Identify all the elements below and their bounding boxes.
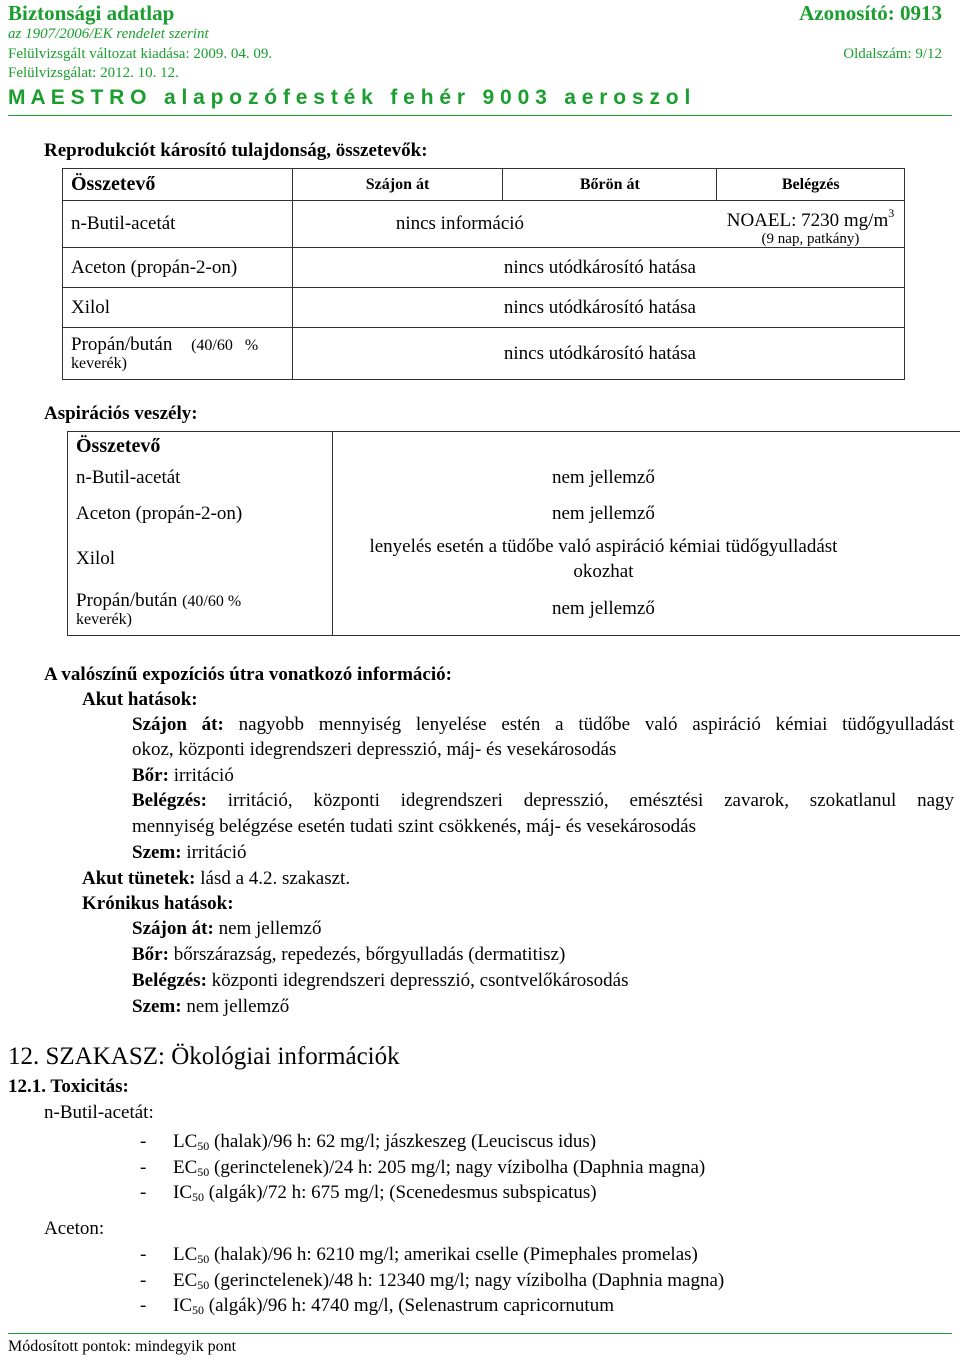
tox-text: (algák)/72 h: 675 mg/l; (Scenedesmus subspicatus): [204, 1182, 597, 1203]
repro-row3-value: [292, 288, 904, 328]
repro-row2-value: [292, 248, 904, 288]
aspiration-row: [68, 584, 960, 636]
component-name-detail: (40/60 %: [182, 592, 242, 610]
repro-row2-name: [63, 248, 293, 288]
route-text: nagyobb mennyiség lenyelése estén a tüdőbe való aspiráció kémiai tüdőgyulladást: [238, 714, 955, 735]
col-component-label: Összetevő: [71, 173, 156, 195]
aspiration-value: nem jellemző: [551, 466, 655, 488]
component-name: Xilol: [71, 296, 111, 318]
repro-row1-name: [63, 201, 293, 248]
aspiration-heading: Aspirációs veszély:: [44, 403, 198, 424]
component-name-detail: (40/60 %: [191, 337, 259, 354]
aspiration-row3-value: [332, 534, 960, 584]
tox-measure-sub: 50: [197, 1277, 210, 1292]
route-text: bőrszárazság, repedezés, bőrgyulladás (dermatitisz): [173, 944, 566, 965]
component-name: Xilol: [76, 547, 116, 569]
repro-table: [62, 168, 905, 380]
component-name: Propán/bután: [71, 334, 173, 355]
page-number: Oldalszám: 9/12: [843, 46, 942, 62]
aspiration-row4-value: [332, 584, 960, 636]
butyl-tox-list: [140, 1131, 705, 1208]
aspiration-row3-name: [68, 534, 333, 584]
tox-text: (algák)/96 h: 4740 mg/l, (Selenastrum capricornutum: [204, 1295, 614, 1316]
acute-symptoms: [82, 868, 350, 890]
tox-text: (halak)/96 h: 6210 mg/l; amerikai cselle (Pimephales promelas): [209, 1244, 698, 1265]
tox-measure: LC: [173, 1131, 198, 1152]
tox-item: [140, 1131, 705, 1157]
tox-item: [140, 1295, 724, 1321]
chronic-skin: [132, 944, 565, 966]
noael-value: NOAEL: 7230 mg/m: [726, 210, 889, 231]
component-name: Aceton (propán-2-on): [76, 502, 243, 524]
tox-measure: IC: [173, 1295, 192, 1316]
route-text: nem jellemző: [218, 918, 322, 939]
repro-value: nincs utódkárosító hatása: [503, 342, 696, 364]
section-12-1-title: 12.1. Toxicitás:: [8, 1076, 129, 1097]
tox-text: (gerinctelenek)/24 h: 205 mg/l; nagy vízibolha (Daphnia magna): [209, 1156, 706, 1178]
route-label: Bőr:: [132, 944, 169, 965]
col-skin-label: Bőrön át: [579, 175, 640, 193]
revision-issue: Felülvizsgált változat kiadása: 2009. 04. 09.: [8, 46, 273, 62]
repro-col-inhal: [717, 169, 905, 201]
route-label: Szájon át:: [132, 918, 214, 939]
acute-eye: [132, 842, 246, 864]
bullet-dash: -: [140, 1269, 147, 1291]
aspiration-row2-value: [332, 494, 960, 534]
acute-heading: Akut hatások:: [82, 689, 198, 710]
route-label: Szájon át:: [132, 714, 224, 735]
aspiration-row1-value: [332, 462, 960, 494]
footer-divider: [8, 1333, 952, 1334]
bullet-dash: -: [140, 1244, 147, 1265]
route-label: Belégzés:: [132, 970, 207, 991]
bullet-dash: -: [140, 1156, 147, 1178]
header-divider: [8, 115, 952, 116]
repro-row: [63, 248, 905, 288]
tox-measure: EC: [173, 1269, 198, 1291]
route-text: központi idegrendszeri depresszió, csontvelőkárosodás: [211, 970, 629, 991]
chronic-heading: Krónikus hatások:: [82, 893, 234, 914]
repro-row: [63, 201, 905, 248]
col-oral-label: Szájon át: [365, 175, 430, 193]
aspiration-value: lenyelés esetén a tüdőbe való aspiráció kémiai tüdőgyulladást: [369, 535, 838, 557]
aspiration-value-cont: okozhat: [573, 560, 634, 582]
noael-note: (9 nap, patkány): [761, 231, 860, 247]
component-name: n-Butil-acetát: [76, 466, 181, 488]
aceton-label: Aceton:: [44, 1218, 105, 1239]
aspiration-col-component: [68, 432, 333, 462]
acute-oral-cont: okoz, központi idegrendszeri depresszió, máj- és vesekárosodás: [132, 739, 617, 760]
component-name-detail: keverék): [71, 355, 127, 372]
section-12-title: 12. SZAKASZ: Ökológiai információk: [8, 1043, 400, 1070]
col-inhal-label: Belégzés: [781, 175, 840, 193]
tox-item: [140, 1244, 724, 1270]
aspiration-row: [68, 494, 960, 534]
aspiration-col-value: [332, 432, 960, 462]
doc-title: Biztonsági adatlap: [8, 1, 175, 25]
tox-text: (gerinctelenek)/48 h: 12340 mg/l; nagy vízibolha (Daphnia magna): [209, 1269, 725, 1291]
aspiration-value: nem jellemző: [551, 502, 655, 524]
tox-item: [140, 1157, 705, 1183]
aspiration-row: [68, 534, 960, 584]
review-date: Felülvizsgálat: 2012. 10. 12.: [8, 65, 179, 81]
repro-row3-name: [63, 288, 293, 328]
tox-measure-sub: 50: [197, 1164, 210, 1179]
bullet-dash: -: [140, 1295, 147, 1316]
component-name-detail: keverék): [76, 610, 132, 628]
aspiration-table: [67, 431, 960, 636]
repro-col-skin: [503, 169, 717, 201]
acute-inhal: [132, 790, 954, 812]
col-component-label: Összetevő: [76, 435, 161, 458]
tox-measure-sub: 50: [197, 1252, 210, 1266]
route-text: irritáció, központi idegrendszeri depresszió, emésztési zavarok, szokatlanul nagy: [227, 790, 954, 811]
butyl-label: n-Butil-acetát:: [44, 1102, 154, 1123]
product-name: M A E S T R O a l a p o z ó f e s t é k f e h é r 9 0 0 3 a e r o s z o l: [8, 86, 691, 109]
component-name: n-Butil-acetát: [71, 213, 176, 234]
tox-measure-sub: 50: [197, 1139, 210, 1153]
noael-unit-exponent: 3: [888, 206, 895, 220]
aceton-tox-list: [140, 1244, 724, 1321]
repro-row: [63, 288, 905, 328]
doc-identifier: Azonosító: 0913: [799, 1, 942, 25]
tox-measure: LC: [173, 1244, 198, 1265]
aspiration-header-row: [68, 432, 960, 462]
aspiration-row2-name: [68, 494, 333, 534]
route-label: Bőr:: [132, 765, 169, 786]
tox-item: [140, 1270, 724, 1296]
route-text: nem jellemző: [186, 996, 290, 1017]
chronic-eye: [132, 996, 289, 1018]
tox-measure: EC: [173, 1156, 198, 1178]
repro-value: nincs utódkárosító hatása: [503, 256, 696, 278]
aspiration-value: nem jellemző: [551, 598, 655, 620]
exposure-heading: A valószínű expozíciós útra vonatkozó információ:: [44, 664, 452, 685]
acute-inhal-cont: mennyiség belégzése esetén tudati szint csökkenés, máj- és vesekárosodás: [132, 816, 697, 837]
aspiration-row4-name: [68, 584, 333, 636]
repro-value: nincs információ: [395, 213, 525, 234]
tox-measure-sub: 50: [192, 1190, 204, 1204]
tox-measure: IC: [173, 1182, 192, 1203]
component-name: Propán/bután: [76, 589, 178, 611]
repro-header-row: [63, 169, 905, 201]
tox-measure-sub: 50: [192, 1303, 204, 1317]
tox-text: (halak)/96 h: 62 mg/l; jászkeszeg (Leuciscus idus): [209, 1131, 597, 1152]
repro-col-oral: [292, 169, 502, 201]
repro-row1-value: [292, 201, 717, 248]
repro-heading: Reprodukciót károsító tulajdonság, összetevők:: [44, 140, 428, 161]
route-text: irritáció: [173, 765, 234, 786]
bullet-dash: -: [140, 1131, 147, 1152]
repro-row4-value: [292, 328, 904, 380]
acute-oral: [132, 714, 954, 736]
footer-modified: Módosított pontok: mindegyik pont: [8, 1338, 237, 1355]
symptoms-text: lásd a 4.2. szakaszt.: [200, 868, 351, 889]
tox-item: [140, 1182, 705, 1208]
repro-row: [63, 328, 905, 380]
component-name: Aceton (propán-2-on): [71, 256, 238, 278]
repro-row1-noael: [717, 201, 905, 248]
chronic-inhal: [132, 970, 628, 992]
chronic-oral: [132, 918, 321, 940]
repro-row4-name: [63, 328, 293, 380]
symptoms-label: Akut tünetek:: [82, 868, 196, 889]
repro-value: nincs utódkárosító hatása: [503, 296, 696, 318]
route-label: Belégzés:: [132, 790, 207, 811]
aspiration-row1-name: [68, 462, 333, 494]
acute-skin: [132, 765, 234, 787]
bullet-dash: -: [140, 1182, 147, 1203]
aspiration-row: [68, 462, 960, 494]
route-label: Szem:: [132, 842, 182, 863]
route-label: Szem:: [132, 996, 182, 1017]
route-text: irritáció: [186, 842, 247, 863]
regulation-reference: az 1907/2006/EK rendelet szerint: [8, 26, 209, 42]
repro-col-component: [63, 169, 293, 201]
